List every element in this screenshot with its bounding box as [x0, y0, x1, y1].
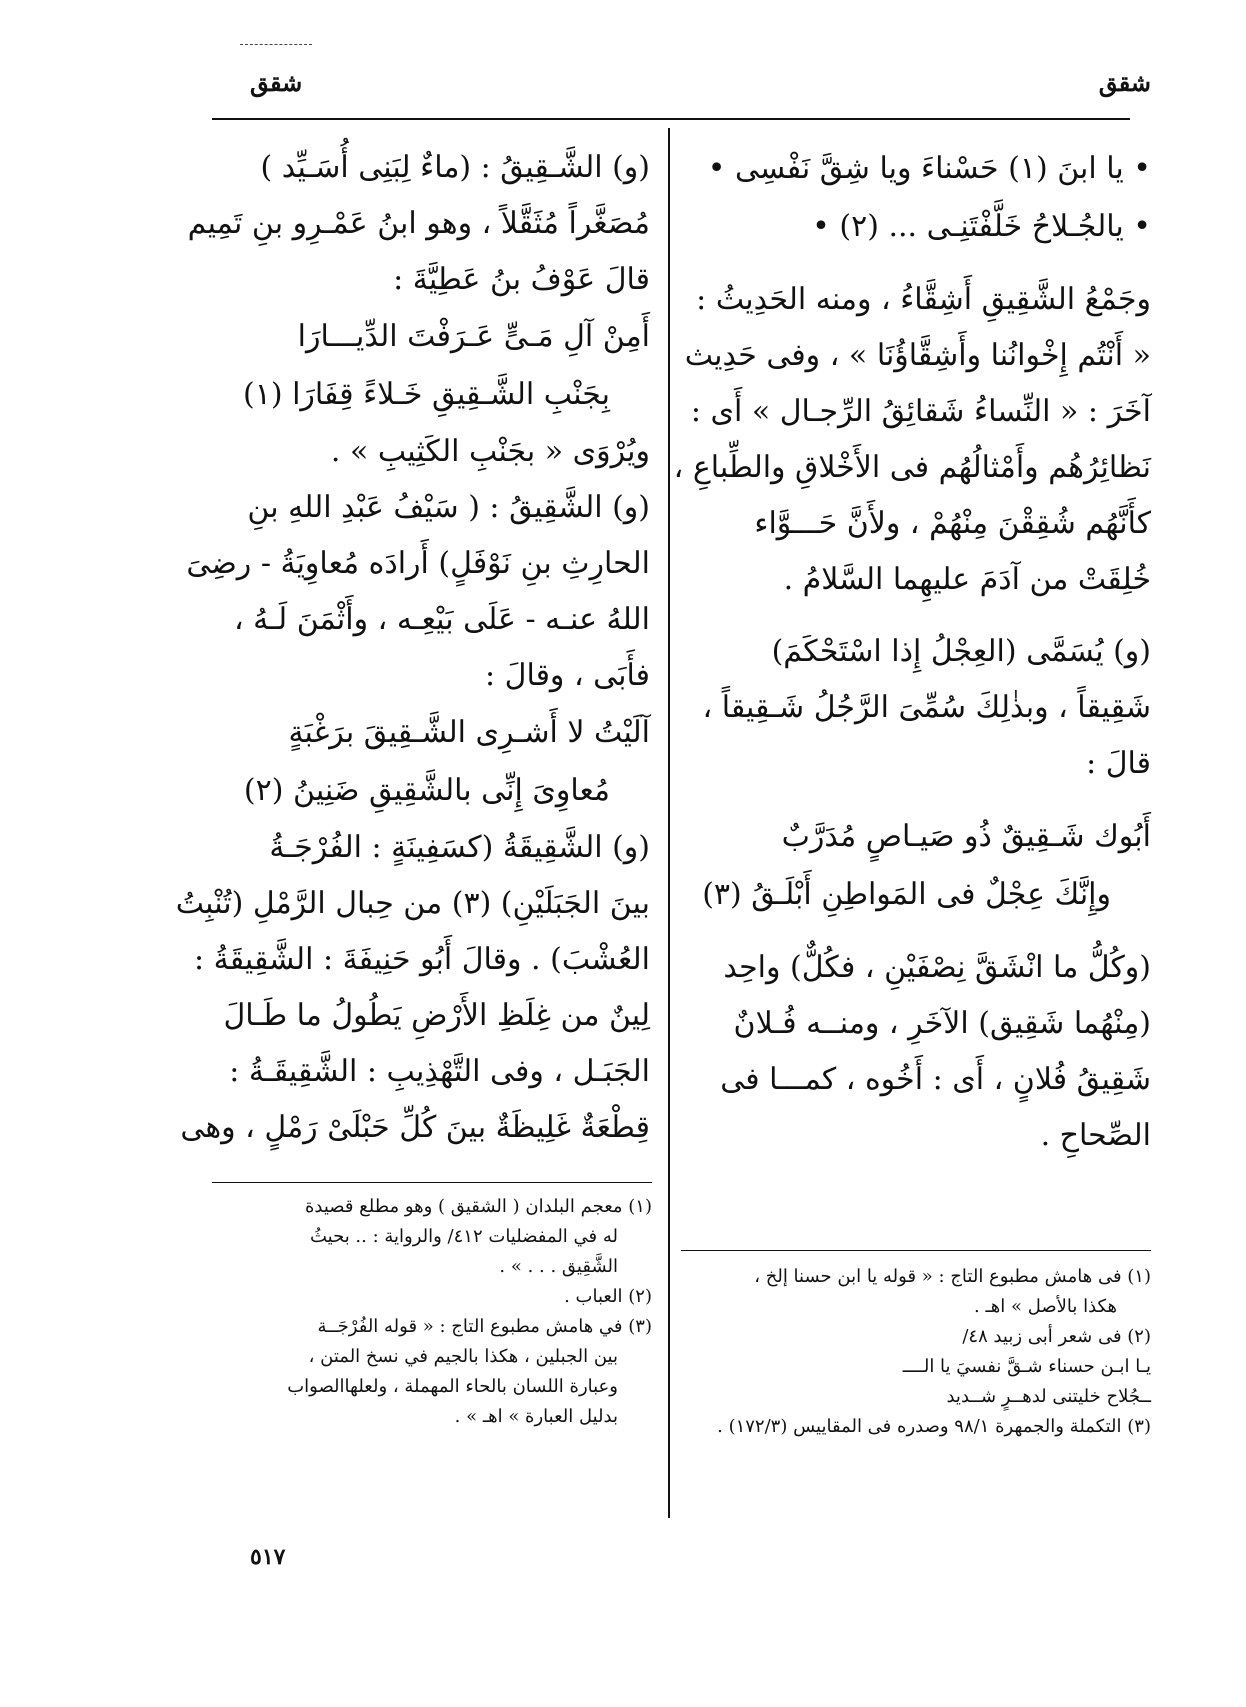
text-line: نَظائِرُهُم وأَمْثالُهُم فى الأَخْلاقِ والطِّباعِ ، — [673, 450, 1151, 485]
footnote: (١) فى هامش مطبوع التاج : « قوله يا ابن حسنا إلخ ، — [754, 1266, 1151, 1287]
right-column — [611, 140, 1151, 1164]
text-line: (و) الشَّقِيقَةُ (كسَفِينَةٍ : الفُرْجَـةُ — [269, 830, 650, 865]
footnote: يـا ابـن حسناء شـقَّ نفسيَ يا الــــ — [902, 1356, 1151, 1377]
header-entry-right: شقق — [1098, 68, 1151, 97]
page-number: ٥١٧ — [250, 1544, 286, 1570]
footnotes-left — [212, 1192, 652, 1432]
verse-line: • يالجُـلاحُ خَلَّفْتَنِـى ... (٢) • — [812, 209, 1151, 244]
text-line: شَقِيقُ فُلانٍ ، أَى : أَخُوه ، كمـــا فى — [720, 1062, 1151, 1097]
text-line: الصِّحاحِ . — [1040, 1118, 1151, 1153]
verse-line: • يا ابنَ (١) حَسْناءَ ويا شِقَّ نَفْسِى • — [707, 151, 1151, 186]
text-line: ويُرْوَى « بجَنْبِ الكَثِيبِ » . — [330, 434, 650, 469]
footnote: له في المفضليات ٤١٢/ والرواية : .. بحيثُ — [309, 1226, 618, 1247]
footnote: وعبارة اللسان بالحاء المهملة ، ولعلهاالصواب — [287, 1376, 618, 1397]
left-column — [175, 140, 650, 1156]
verse-line: وإِنَّكَ عِجْلٌ فى المَواطِنِ أَبْلَـقُ (٣) — [702, 877, 1111, 912]
text-line: آخَرَ : « النِّساءُ شَقائِقُ الرِّجـال » أَى : — [690, 394, 1151, 429]
text-line: (و) الشَّقِيقُ : ( سَيْفُ عَبْدِ اللهِ بنِ — [247, 490, 650, 525]
footnote: بين الجبلين ، هكذا بالجيم في نسخ المتن ، — [308, 1346, 618, 1367]
header-rule — [212, 118, 1130, 120]
text-line: وجَمْعُ الشَّقِيقِ أَشِقَّاءُ ، ومنه الحَدِيثُ : — [696, 282, 1151, 317]
footnote: بدليل العبارة » اهـ » . — [454, 1406, 618, 1427]
verse-line: أَبُوك شَـقِيقٌ ذُو صَيـاصٍ مُدَرَّبٌ — [781, 819, 1151, 854]
text-line: قِطْعَةٌ غَلِيظَةٌ بينَ كُلِّ حَبْلَىْ رَمْلٍ ، وهى — [180, 1110, 650, 1145]
text-line: (مِنْهُما شَقِيق) الآخَرِ ، ومنــه فُـلانٌ — [733, 1006, 1151, 1041]
footnote: (٢) فى شعر أبى زبيد ٤٨/ — [962, 1326, 1151, 1347]
footnote: (٣) في هامش مطبوع التاج : « قوله الفُرْجَــة — [317, 1316, 652, 1337]
footnote: هكذا بالأصل » اهـ . — [974, 1296, 1117, 1317]
text-line: مُصَغَّراً مُثَقَّلاً ، وهو ابنُ عَمْـرِو بنِ تَمِيم — [187, 206, 650, 241]
text-line: (و) الشَّـقِيقُ : (ماءٌ لِبَنِى أُسَـيِّد ) — [260, 150, 650, 185]
footnote: (٣) التكملة والجمهرة ٩٨/١ وصدره فى المقاييس (١٧٢/٣) . — [717, 1416, 1151, 1437]
top-mark — [240, 44, 312, 45]
footnote: ــجُلاح خليتنى لدهــرٍ شــديد — [946, 1386, 1151, 1407]
text-line: قالَ عَوْفُ بنُ عَطِيَّةَ : — [393, 262, 650, 297]
text-line: كأَنَّهُم شُقِقْنَ مِنْهُمْ ، ولأَنَّ حَـــوَّاء — [754, 506, 1151, 541]
text-line: اللهُ عنـه - عَلَى بَيْعِـه ، وأَثْمَنَ لَـهُ ، — [233, 602, 650, 637]
footnote-rule-left — [212, 1182, 652, 1183]
verse-line: مُعاوِىَ إِنِّى بالشَّقِيقِ ضَنِينُ (٢) — [243, 773, 610, 808]
verse-line: أَمِنْ آلِ مَـىٍّ عَـرَفْتَ الدِّيـــارَا — [297, 319, 650, 354]
text-line: قالَ : — [1086, 746, 1151, 781]
text-line: (و) يُسَمَّى (العِجْلُ إِذا اسْتَحْكَمَ) — [771, 634, 1151, 669]
text-line: الحارِثِ بنِ نَوْفَلٍ) أَرادَه مُعاوِيَةُ - رضِىَ — [186, 546, 650, 581]
footnote: الشَّقِيق . . . » . — [499, 1256, 618, 1277]
text-line: فأَبَى ، وقالَ : — [485, 658, 650, 693]
text-line: لِينٌ من غِلَظِ الأَرْضِ يَطُولُ ما طَـالَ — [223, 998, 650, 1033]
footnote-rule-right — [681, 1250, 1151, 1251]
text-line: (وكُلُّ ما انْشَقَّ نِصْفَيْنِ ، فكُلٌّ) واحِد — [723, 950, 1151, 985]
text-line: بينَ الجَبَلَيْنِ) (٣) من حِبال الرَّمْلِ (تُنْبِتُ — [175, 886, 650, 921]
text-line: خُلِقَتْ من آدَمَ عليهِما السَّلامُ . — [783, 562, 1151, 597]
verse-line: آلَيْتُ لا أَشـرِى الشَّـقِيقَ برَغْبَةٍ — [288, 715, 650, 750]
text-line: شَقِيقاً ، وبذٰلِكَ سُمِّىَ الرَّجُلُ شَـقِيقاً ، — [702, 690, 1151, 725]
verse-line: بِجَنْبِ الشَّـقِيقِ خَـلاءً قِفَارَا (١) — [242, 377, 610, 412]
footnote: (١) معجم البلدان ( الشقيق ) وهو مطلع قصيدة — [304, 1196, 652, 1217]
text-line: الجَبَـل ، وفى التَّهْذِيبِ : الشَّقِيقَـةُ : — [229, 1054, 650, 1089]
text-line: العُشْبَ) . وقالَ أَبُو حَنِيفَةَ : الشَّقِيقَةُ : — [194, 942, 650, 977]
footnotes-right — [611, 1262, 1151, 1442]
text-line: « أَنْتُم إِخْوانُنا وأَشِقَّاؤُنَا » ، وفى حَدِيث — [684, 338, 1151, 373]
footnote: (٢) العباب . — [564, 1286, 652, 1307]
header-entry-left: شقق — [250, 68, 303, 97]
